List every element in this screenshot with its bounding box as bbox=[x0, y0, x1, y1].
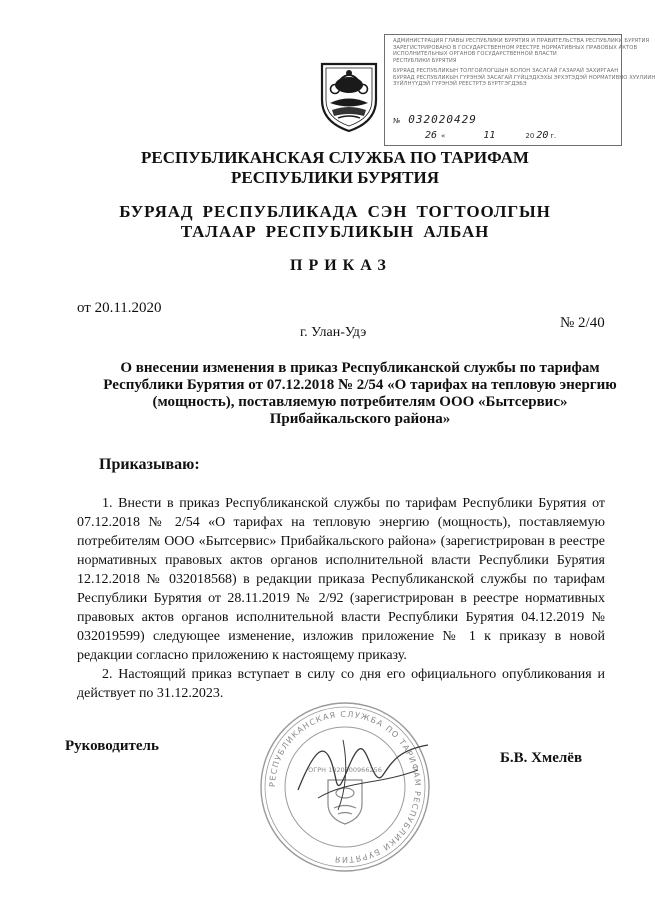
document-number: № 2/40 bbox=[560, 315, 605, 331]
stamp-line: ЗҮЙЛНҮҮДЭЙ ГҮРЭНЭЙ РЕЕСТРТЭ БҮРТГЭГДЭБЭ bbox=[393, 81, 527, 88]
signatory-position: Руководитель bbox=[65, 738, 159, 754]
order-word: Приказываю: bbox=[99, 456, 200, 473]
stamp-date-month: 11 bbox=[483, 130, 496, 141]
stamp-line: ЗАРЕГИСТРИРОВАНО В ГОСУДАРСТВЕННОМ РЕЕСТРЕ НОРМАТИВНЫХ ПРАВОВЫХ АКТОВ bbox=[393, 44, 638, 51]
paragraph-2: 2. Настоящий приказ вступает в силу со дня его официального опубликования и действует по 31.12.2023. bbox=[77, 667, 605, 701]
registration-stamp bbox=[384, 34, 655, 146]
signatory-name: Б.В. Хмелёв bbox=[500, 750, 583, 766]
agency-title-russian: РЕСПУБЛИКАНСКАЯ СЛУЖБА ПО ТАРИФАМ РЕСПУБЛИКИ БУРЯТИЯ bbox=[141, 148, 529, 187]
stamp-line: БУРЯАД РЕСПУБЛИКЫН ГҮРЭНЭЙ ЗАСАГАЙ ГҮЙЦЭДХЭХЫ ЭРХЭТЭДЭЙ НОРМАТИВНО ХУУЛИИН bbox=[393, 74, 655, 81]
stamp-registration-date: 26 « 11 20 20 г. bbox=[425, 130, 557, 141]
document-date: от 20.11.2020 bbox=[77, 300, 162, 316]
document-city: г. Улан-Удэ bbox=[300, 325, 367, 340]
stamp-date-day: 26 bbox=[425, 130, 438, 141]
stamp-number-label: № bbox=[393, 117, 401, 125]
document-body bbox=[77, 494, 605, 703]
document-subject: О внесении изменения в приказ Республиканской службы по тарифам Республики Бурятия от 07.12.2018 № 2/54 «О тарифах на тепловую энергию (мощность), поставляемую потребителям ООО «Бытсервис» Прибайкальского района» bbox=[103, 360, 617, 427]
coat-of-arms-emblem bbox=[316, 58, 382, 134]
seal-ring-text: РЕСПУБЛИКАНСКАЯ СЛУЖБА ПО ТАРИФАМ РЕСПУБЛИКИ БУРЯТИЯ bbox=[267, 709, 423, 865]
stamp-number-value: 032020429 bbox=[408, 113, 477, 126]
seal-center-text: ОГРН 1020300966256 bbox=[308, 766, 382, 774]
stamp-registration-number bbox=[393, 113, 613, 126]
stamp-line: РЕСПУБЛИКИ БУРЯТИЯ bbox=[393, 58, 457, 65]
handwritten-signature bbox=[288, 720, 438, 820]
stamp-line: АДМИНИСТРАЦИЯ ГЛАВЫ РЕСПУБЛИКИ БУРЯТИЯ И ПРАВИТЕЛЬСТВА РЕСПУБЛИКИ БУРЯТИЯ bbox=[393, 38, 650, 44]
stamp-line: ИСПОЛНИТЕЛЬНЫХ ОРГАНОВ ГОСУДАРСТВЕННОЙ ВЛАСТИ bbox=[393, 51, 557, 58]
paragraph-1: 1. Внести в приказ Республиканской службы по тарифам Республики Бурятия от 07.12.2018 № 2/54 «О тарифах на тепловую энергию (мощность), поставляемую потребителям ООО «Бытсервис» Прибайкальского района» (зарегистрирован в реестре нормативных правовых актов органов исполнительной власти Республики Бурятия 12.12.2018 № 032018568) в редакции приказа Республиканской службы по тарифам Республики Бурятия от 28.11.2019 № 2/92 (зарегистрирован в реестре нормативных правовых актов органов исполнительной власти Республики Бурятия 04.12.2019 № 032019599) следующее изменение, изложив приложение № 1 к приказу в новой редакции согласно приложению к настоящему приказу. bbox=[77, 496, 605, 663]
agency-title-buryat: БУРЯАД РЕСПУБЛИКАДА СЭН ТОГТООЛГЫН ТАЛААР РЕСПУБЛИКЫН АЛБАН bbox=[119, 202, 551, 241]
stamp-date-year: 20 bbox=[536, 130, 549, 141]
document-type: ПРИКАЗ bbox=[290, 257, 392, 274]
stamp-line: БУРЯАД РЕСПУБЛИКЫН ТОЛГОЙЛОГШЫН БОЛОН ЗАСАГАЙ ГАЗАРАЙ ЗАХИРГААН bbox=[393, 67, 619, 74]
